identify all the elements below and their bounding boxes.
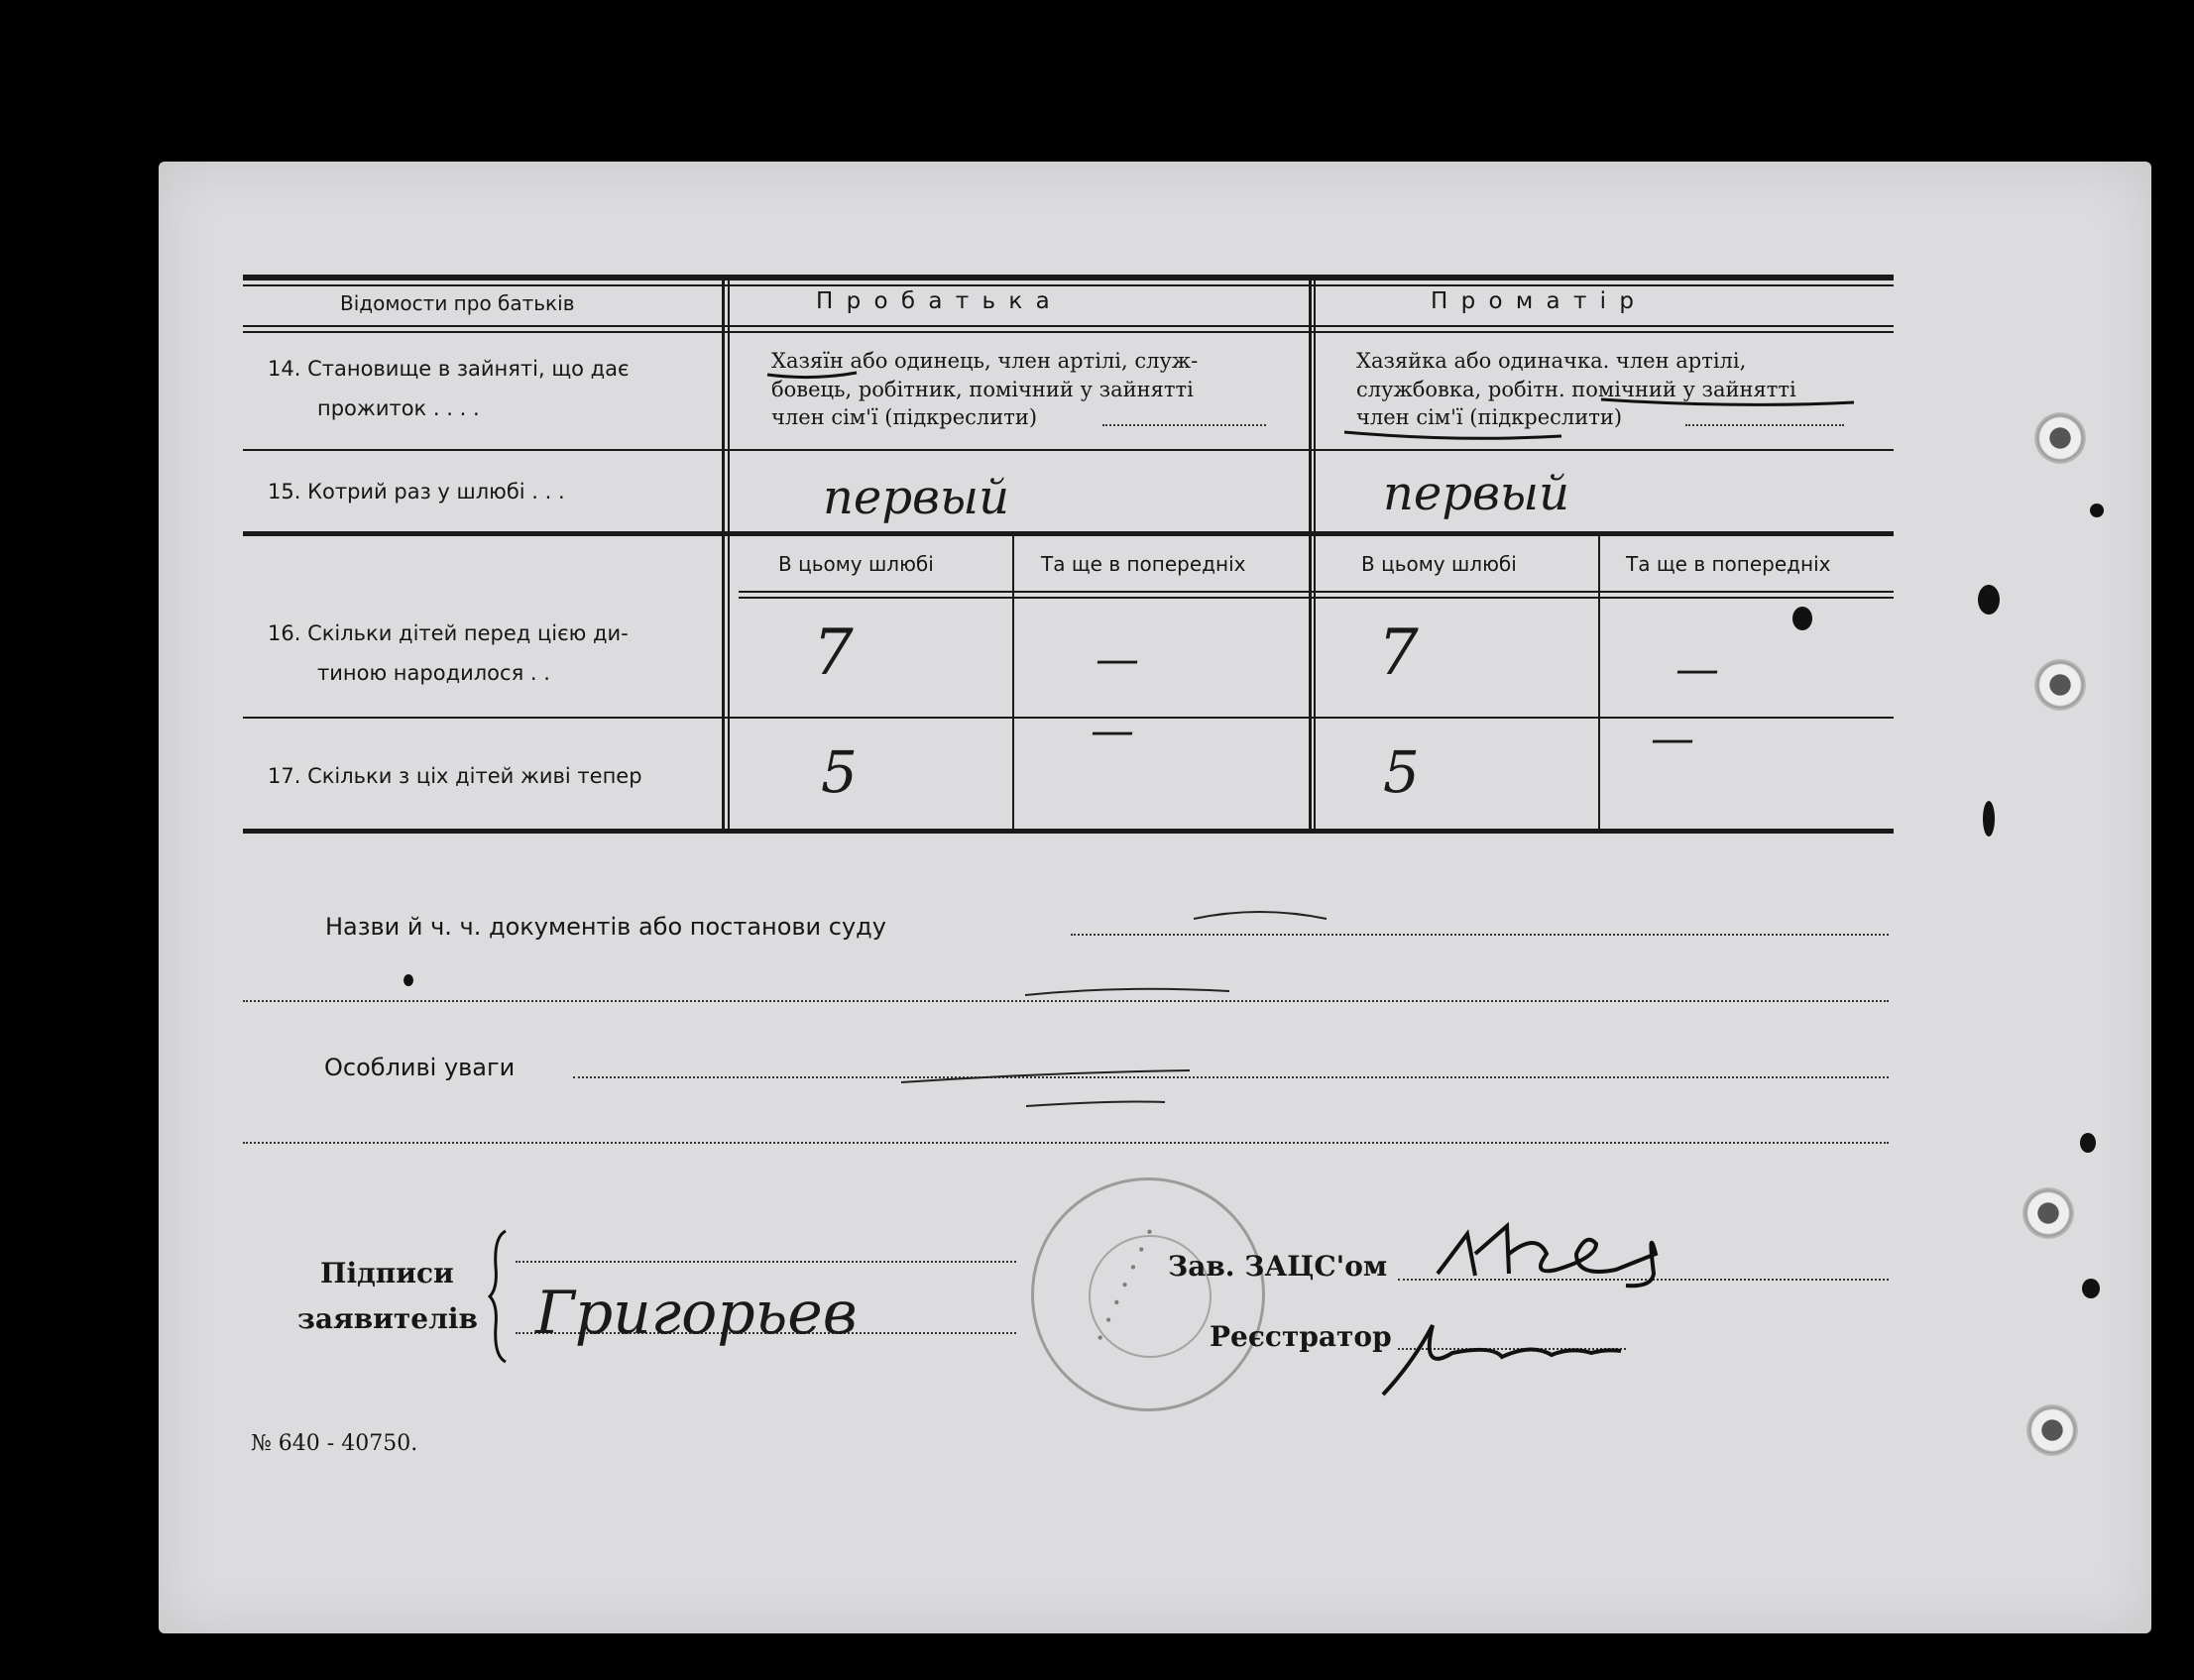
registrar-signature [1373, 1313, 1631, 1402]
paper-tear [2080, 1133, 2096, 1153]
subheader-father-previous: Та ще в попередніх [1041, 552, 1246, 576]
table-rule [243, 325, 1894, 327]
applicant-signature: Григорьев [535, 1279, 858, 1348]
row14-father-options: член сім'ї (підкреслити) [771, 405, 1038, 429]
ink-mark [404, 974, 413, 986]
table-col-rule [1012, 535, 1014, 831]
remarks-label: Особливі уваги [324, 1054, 516, 1081]
table-col-rule [728, 280, 730, 832]
documents-line [1071, 934, 1889, 936]
signature-line [516, 1261, 1016, 1263]
handwritten-underline [1338, 394, 1874, 444]
paper-tear [1983, 801, 1995, 837]
brace [486, 1227, 516, 1366]
row17-label: 17. Скільки з ціх дітей живі тепер [268, 764, 642, 788]
row14-mother-options: Хазяйка або одиначка. член артілі, [1356, 349, 1747, 373]
table-col-rule [1309, 280, 1312, 832]
remarks-line [573, 1076, 1889, 1078]
form-number: № 640 - 40750. [251, 1431, 418, 1456]
row17-mother-prev: — [1651, 714, 1694, 764]
header-parents-info: Відомости про батьків [340, 291, 575, 315]
header-about-mother: П р о м а т і р [1431, 288, 1637, 314]
registrar-label: Реєстратор [1210, 1320, 1392, 1353]
dotted-line [1102, 424, 1266, 426]
paper-tear [1792, 607, 1812, 630]
table-top-rule [243, 275, 1894, 280]
row14-father-options: Хазяїн або одинець, член артілі, служ- [771, 349, 1199, 373]
remarks-line-2 [243, 1142, 1889, 1144]
table-col-rule [1314, 280, 1316, 832]
subheader-father-this-marriage: В цьому шлюбі [778, 552, 934, 576]
head-zags-label: Зав. ЗАЦС'ом [1168, 1250, 1388, 1283]
row16-mother-this: 7 [1378, 616, 1419, 690]
row14-father-options: бовець, робітник, помічний у зайнятті [771, 378, 1194, 401]
row16-father-prev: — [1096, 634, 1139, 685]
row16-label-cont: тиною народилося . . [317, 661, 550, 685]
table-col-rule [722, 280, 725, 832]
row16-mother-prev: — [1675, 644, 1719, 695]
row14-mother-options: службовка, робітн. помічний у зайнятті [1356, 378, 1796, 401]
binding-hole [2022, 1187, 2074, 1239]
row16-label: 16. Скільки дітей перед цією ди- [268, 621, 629, 645]
binding-hole [2034, 412, 2086, 464]
handwritten-underline [763, 367, 863, 387]
binding-hole [2026, 1404, 2078, 1456]
paper-tear [2082, 1279, 2100, 1298]
table-rule [243, 449, 1894, 451]
header-about-father: П р о б а т ь к а [816, 288, 1053, 314]
row15-mother-value: первый [1383, 466, 1569, 521]
row14-mother-options: член сім'ї (підкреслити) [1356, 405, 1623, 429]
official-seal: • • • • • • • [1031, 1177, 1265, 1411]
handwritten-dash [1021, 981, 1239, 1001]
paper-tear [1978, 585, 2000, 615]
applicants-signature-label-cont: заявителів [297, 1302, 478, 1335]
row14-label: 14. Становище в зайняті, що дає [268, 357, 630, 381]
subheader-mother-this-marriage: В цьому шлюбі [1361, 552, 1517, 576]
binding-hole [2034, 659, 2086, 711]
row15-label: 15. Котрий раз у шлюбі . . . [268, 480, 565, 504]
row17-mother-this: 5 [1383, 738, 1420, 806]
table-rule [243, 531, 1894, 536]
table-rule [739, 591, 1894, 593]
subheader-mother-previous: Та ще в попередніх [1626, 552, 1831, 576]
documents-label: Назви й ч. ч. документів або постанови суду [325, 913, 886, 941]
applicants-signature-label: Підписи [320, 1257, 454, 1289]
table-col-rule [1598, 535, 1600, 831]
row15-father-value: первый [823, 470, 1009, 525]
table-rule [243, 717, 1894, 719]
row14-label-cont: прожиток . . . . [317, 396, 480, 420]
table-rule [739, 597, 1894, 599]
table-rule [243, 284, 1894, 286]
row17-father-prev: — [1091, 706, 1134, 756]
table-bottom-rule [243, 829, 1894, 834]
row16-father-this: 7 [813, 616, 854, 690]
handwritten-dash [1190, 907, 1338, 927]
paper-tear [2090, 504, 2104, 517]
head-signature [1428, 1214, 1695, 1293]
row17-father-this: 5 [821, 738, 858, 806]
handwritten-dash [897, 1061, 1195, 1110]
table-rule [243, 331, 1894, 333]
